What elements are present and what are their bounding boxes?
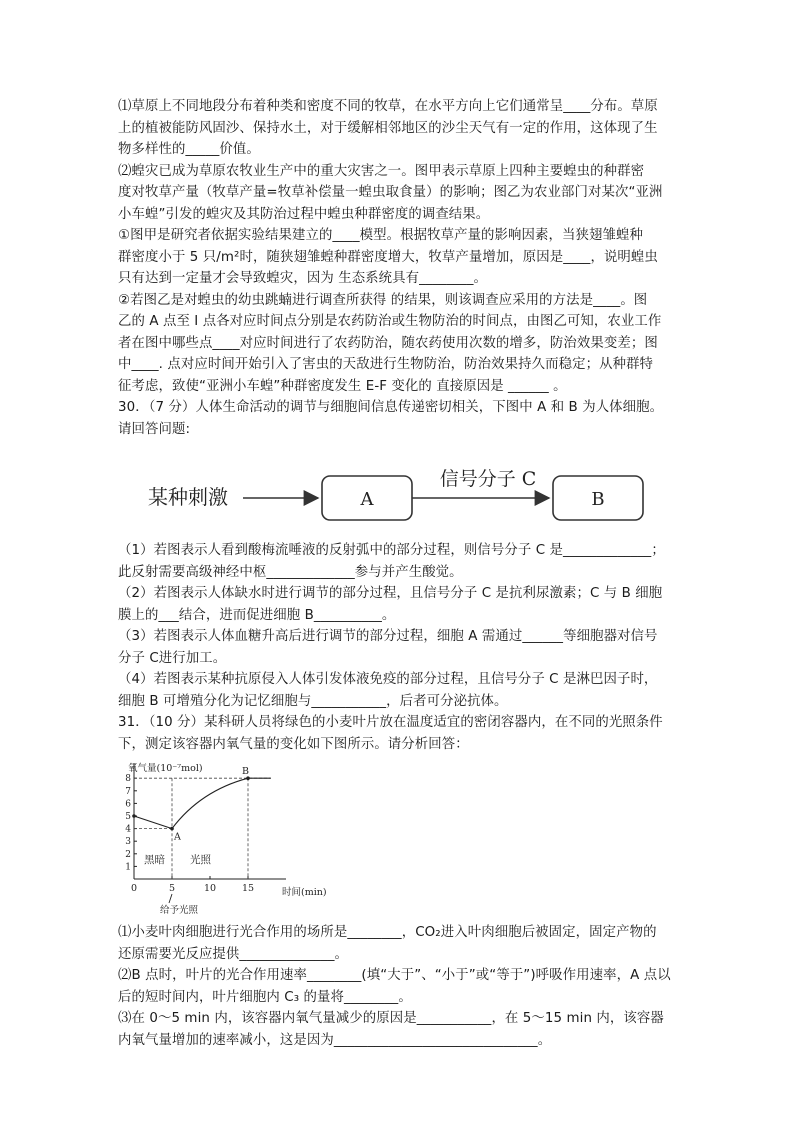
q29-part2-line2: 度对牧草产量（牧草产量=牧草补偿量一蝗虫取食量）的影响；图乙为农业部门对某次“亚洲	[118, 185, 663, 200]
x-tick-label-0: 0	[130, 883, 138, 894]
q29-sub1-line2: 群密度小于 5 只/m²时，随狭翅雏蝗种群密度增大，牧草产量增加，原因是____，说明蝗虫	[118, 249, 658, 265]
q30-heading-line1: 30．（7 分）人体生命活动的调节与细胞间信息传递密切相关，下图中 A 和 B 为人体细胞。	[118, 400, 664, 415]
point-a	[170, 827, 174, 831]
q29-sub2-line1: ②若图乙是对蝗虫的幼虫跳蝻进行调查所获得 的结果，则该调查应采用的方法是____。图	[118, 292, 648, 308]
cell-a-label: A	[360, 489, 374, 510]
oxygen-chart	[118, 757, 680, 922]
q29-part1-line1: ⑴草原上不同地段分布着种类和密度不同的牧草，在水平方向上它们通常呈____分布。草原	[118, 99, 658, 114]
signal-diagram-svg	[118, 440, 680, 540]
q30-s4-line2: 细胞 B 可增殖分化为记忆细胞与___________，后者可分泌抗体。	[118, 693, 508, 709]
stimulus-label: 某种刺激	[148, 485, 228, 509]
q31-s1-line2: 还原需要光反应提供______________。	[118, 946, 349, 962]
x-tick-label-5: 5	[168, 883, 176, 894]
q31-s3-line2: 内氧气量增加的速率减小，这是因为______________________________。	[118, 1032, 552, 1048]
y-tick-label-6: 6	[125, 799, 131, 810]
q30-s3-line1: （3）若图表示人体血糖升高后进行调节的部分过程，细胞 A 需通过______等细胞器对信号	[118, 629, 658, 644]
point-a-label: A	[174, 831, 181, 843]
q29-sub2-line3: 者在图中哪些点____对应时间进行了农药防治，随农药使用次数的增多，防治效果变差；图	[118, 335, 658, 351]
chart-xlabel: 时间(min)	[282, 887, 327, 898]
start-point	[132, 814, 136, 818]
q30-s1-line1: （1）若图表示人看到酸梅流唾液的反射弧中的部分过程，则信号分子 C 是_____________；	[118, 543, 665, 558]
x-tick-label-10: 10	[203, 883, 217, 894]
q29-part2-line3: 小车蝗”引发的蝗灾及其防治过程中蝗虫种群密度的调查结果。	[118, 206, 490, 222]
q31-s2-line2: 后的短时间内，叶片细胞内 C₃ 的量将________。	[118, 989, 412, 1005]
region-light-label: 光照	[190, 854, 211, 866]
q29-sub2-line4: 中____. 点对应时间开始引入了害虫的天敌进行生物防治，防治效果持久而稳定；从种群特	[118, 357, 654, 372]
q30-heading-line2: 请回答问题:	[118, 421, 191, 437]
document-page	[118, 96, 680, 1051]
q30-s4-line1: （4）若图表示某种抗原侵入人体引发体液免疫的部分过程，且信号分子 C 是淋巴因子时，	[118, 672, 658, 687]
q31-heading-line2: 下，测定该容器内氧气量的变化如下图所示。请分析回答：	[118, 736, 469, 752]
q30-s2-line1: （2）若图表示人体缺水时进行调节的部分过程，且信号分子 C 是抗利尿激素；C 与 B 细胞	[118, 586, 663, 601]
y-tick-label-4: 4	[125, 824, 131, 835]
y-tick-label-8: 8	[125, 774, 131, 785]
signal-diagram	[118, 440, 680, 540]
oxygen-curve	[134, 778, 271, 828]
q30-s2-line2: 膜上的___结合，进而促进细胞 B__________。	[118, 607, 396, 623]
region-dark-label: 黑暗	[144, 854, 165, 866]
chart-ylabel: 氧气量(10⁻⁷mol)	[128, 763, 203, 774]
q29-sub1-line1: ①图甲是研究者依据实验结果建立的____模型。根据牧草产量的影响因素，当狭翅雏蝗种	[118, 228, 643, 243]
oxygen-chart-svg	[118, 757, 680, 922]
signal-molecule-label: 信号分子 C	[439, 468, 537, 490]
cell-b-label: B	[591, 489, 605, 510]
y-tick-label-1: 1	[125, 862, 131, 873]
y-tick-label-2: 2	[125, 849, 131, 860]
q30-s3-line2: 分子 C进行加工。	[118, 650, 227, 666]
q31-s2-line1: ⑵B 点时，叶片的光合作用速率________(填“大于”、“小于”或“等于”)呼吸作用速率，A 点以	[118, 968, 671, 983]
q29-part2-line1: ⑵蝗灾已成为草原农牧业生产中的重大灾害之一。图甲表示草原上四种主要蝗虫的种群密	[118, 163, 645, 179]
x-tick-label-15: 15	[241, 883, 255, 894]
q29-sub2-line2: 乙的 A 点至 I 点各对应时间点分别是农药防治或生物防治的时间点，由图乙可知，农业工作	[118, 314, 662, 329]
q31-heading-line1: 31．（10 分）某科研人员将绿色的小麦叶片放在温度适宜的密闭容器内，在不同的光照条件	[118, 715, 663, 730]
point-b-label: B	[242, 766, 249, 778]
q29-sub2-line5: 征考虑，致使“亚洲小车蝗”种群密度发生 E-F 变化的 直接原因是 ______ 。	[118, 378, 567, 394]
q29-sub1-line3: 只有达到一定量才会导致蝗灾，因为 生态系统具有________。	[118, 271, 488, 286]
q31-s1-line1: ⑴小麦叶肉细胞进行光合作用的场所是________，CO₂进入叶肉细胞后被固定，固定产物的	[118, 925, 657, 940]
y-tick-label-3: 3	[125, 837, 131, 848]
q30-s1-line2: 此反射需要高级神经中枢_____________参与并产生酸觉。	[118, 564, 463, 580]
annotation-arrow	[169, 894, 172, 903]
q29-part1-line2: 上的植被能防风固沙、保持水土，对于缓解相邻地区的沙尘天气有一定的作用，这体现了生	[118, 120, 658, 136]
annotation-label: 给予光照	[160, 905, 199, 916]
y-tick-label-5: 5	[125, 812, 131, 822]
q29-part1-line3: 物多样性的_____价值。	[118, 142, 260, 157]
q31-s3-line1: ⑶在 0～5 min 内，该容器内氧气量减少的原因是___________，在 5～15 min 内，该容器	[118, 1011, 664, 1026]
y-tick-label-7: 7	[125, 786, 131, 797]
